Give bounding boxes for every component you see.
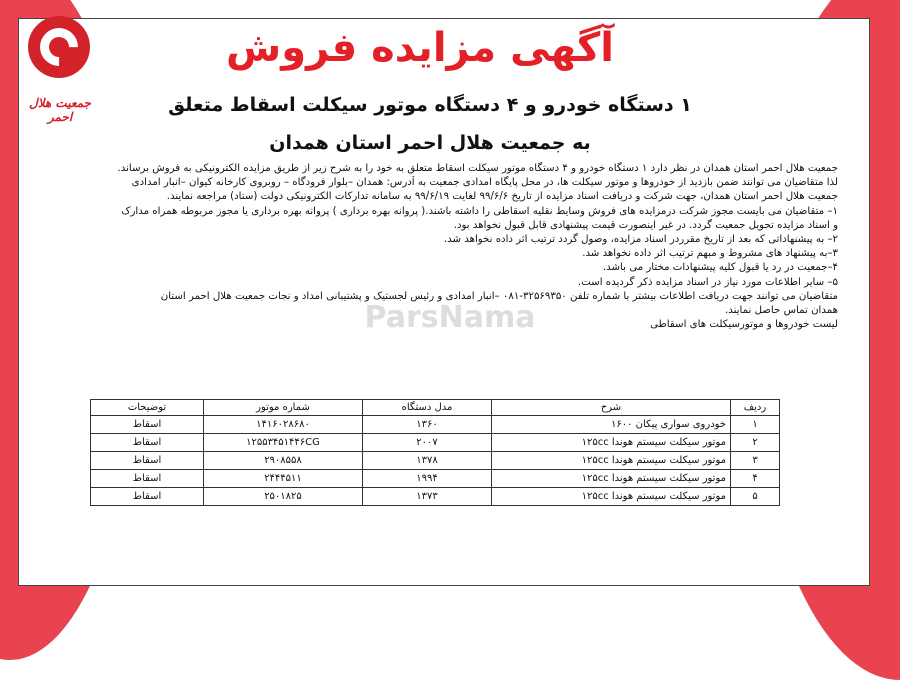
logo-text: جمعیت هلال احمر — [29, 96, 91, 124]
cell-row-number: ۲ — [731, 434, 780, 452]
body-line: جمعیت هلال احمر استان همدان در نظر دارد ۱ دستگاه خودرو و ۴ دستگاه موتور سیکلت اسقاط متعلق به خود را به شرح زیر از طریق مزایده الکترونیکی به فروش برساند. — [117, 163, 838, 174]
cell-model: ۲۰۰۷ — [363, 434, 492, 452]
cell-model: ۱۹۹۴ — [363, 470, 492, 488]
cell-notes: اسقاط — [91, 434, 204, 452]
col-header-notes: توضیحات — [91, 400, 204, 416]
body-line: لیست خودروها و موتورسیکلت های اسقاطی — [650, 319, 838, 331]
page-title: آگهی مزایده فروش — [226, 25, 614, 71]
red-crescent-logo — [18, 12, 106, 134]
cell-model: ۱۳۷۳ — [363, 488, 492, 506]
body-line: و اسناد مزایده تحویل جمعیت گردد. در غیر اینصورت قیمت پیشنهادی قابل قبول نخواهد بود. — [453, 219, 838, 231]
col-header-engine-number: شماره موتور — [204, 400, 363, 416]
table-header-row — [91, 400, 780, 416]
notice-body — [30, 162, 838, 332]
body-line: متقاضیان می توانند جهت دریافت اطلاعات بیشتر با شماره تلفن ۳۲۵۶۹۳۵۰-۰۸۱ –انبار امدادی و رئیس لجستیک و پشتیبانی امداد و نجات جمعیت هلال احمر استان — [160, 290, 838, 302]
cell-notes: اسقاط — [91, 488, 204, 506]
cell-notes: اسقاط — [91, 416, 204, 434]
col-header-description: شرح — [492, 400, 731, 416]
cell-engine-number: ۲۴۴۴۵۱۱ — [204, 470, 363, 488]
cell-row-number: ۱ — [731, 416, 780, 434]
cell-model: ۱۳۷۸ — [363, 452, 492, 470]
cell-description: خودروی سواری پیکان ۱۶۰۰ — [492, 416, 731, 434]
table-row — [91, 434, 780, 452]
cell-description: موتور سیکلت سیستم هوندا ۱۲۵cc — [492, 452, 731, 470]
cell-row-number: ۵ — [731, 488, 780, 506]
col-header-row-number: ردیف — [731, 400, 780, 416]
cell-description: موتور سیکلت سیستم هوندا ۱۲۵cc — [492, 434, 731, 452]
cell-description: موتور سیکلت سیستم هوندا ۱۲۵cc — [492, 470, 731, 488]
cell-engine-number: ۱۲۵۵۳۴۵۱۴۴۶CG — [204, 434, 363, 452]
cell-engine-number: ۲۵۰۱۸۲۵ — [204, 488, 363, 506]
col-header-model: مدل دستگاه — [363, 400, 492, 416]
cell-notes: اسقاط — [91, 452, 204, 470]
page-subtitle-2: به جمعیت هلال احمر استان همدان — [269, 132, 591, 154]
body-line: لذا متقاضیان می توانند ضمن بازدید از خودروها و موتور سیکلت ها، در محل پایگاه امدادی جمعیت به آدرس: همدان –بلوار فرودگاه – روبروی کارخانه کیوان –انبار امدادی — [131, 177, 838, 189]
cell-engine-number: ۱۴۱۶۰۲۸۶۸۰ — [204, 416, 363, 434]
cell-notes: اسقاط — [91, 470, 204, 488]
table-row — [91, 416, 780, 434]
body-line: ۱– متقاضیان می بایست مجوز شرکت درمزایده های فروش وسایط نقلیه اسقاطی را داشته باشند.( پروانه بهره برداری ) پروانه بهره برداری یا مجوز مربوطه همراه مدارک — [121, 205, 838, 217]
cell-row-number: ۴ — [731, 470, 780, 488]
body-line: ۲– به پیشنهاداتی که بعد از تاریخ مقرردر اسناد مزایده، وصول گردد ترتیب اثر داده نخواهد شد. — [443, 234, 838, 246]
table-row — [91, 470, 780, 488]
watermark: ParsNama — [364, 300, 536, 335]
body-line: ۵– سایر اطلاعات مورد نیاز در اسناد مزایده ذکر گردیده است. — [577, 276, 838, 288]
cell-engine-number: ۲۹۰۸۵۵۸ — [204, 452, 363, 470]
table-row — [91, 488, 780, 506]
table-row — [91, 452, 780, 470]
body-line: ۴–جمعیت در رد یا قبول کلیه پیشنهادات مختار می باشد. — [602, 262, 838, 274]
body-line: همدان تماس حاصل نمایند. — [725, 305, 838, 317]
cell-row-number: ۳ — [731, 452, 780, 470]
vehicle-table — [90, 399, 780, 506]
body-line: جمعیت هلال احمر استان همدان، جهت شرکت و دریافت اسناد مزایده از تاریخ ۹۹/۶/۶ لغایت ۹۹/۶/۱۹ به سامانه تدارکات الکترونیکی دولت (ستاد) مراجعه نمایند. — [166, 191, 838, 203]
cell-model: ۱۳۶۰ — [363, 416, 492, 434]
body-line: ۳–به پیشنهاد های مشروط و مبهم ترتیب اثر داده نخواهد شد. — [582, 248, 838, 260]
cell-description: موتور سیکلت سیستم هوندا ۱۲۵cc — [492, 488, 731, 506]
page-subtitle: ۱ دستگاه خودرو و ۴ دستگاه موتور سیکلت اسقاط متعلق — [168, 94, 692, 116]
